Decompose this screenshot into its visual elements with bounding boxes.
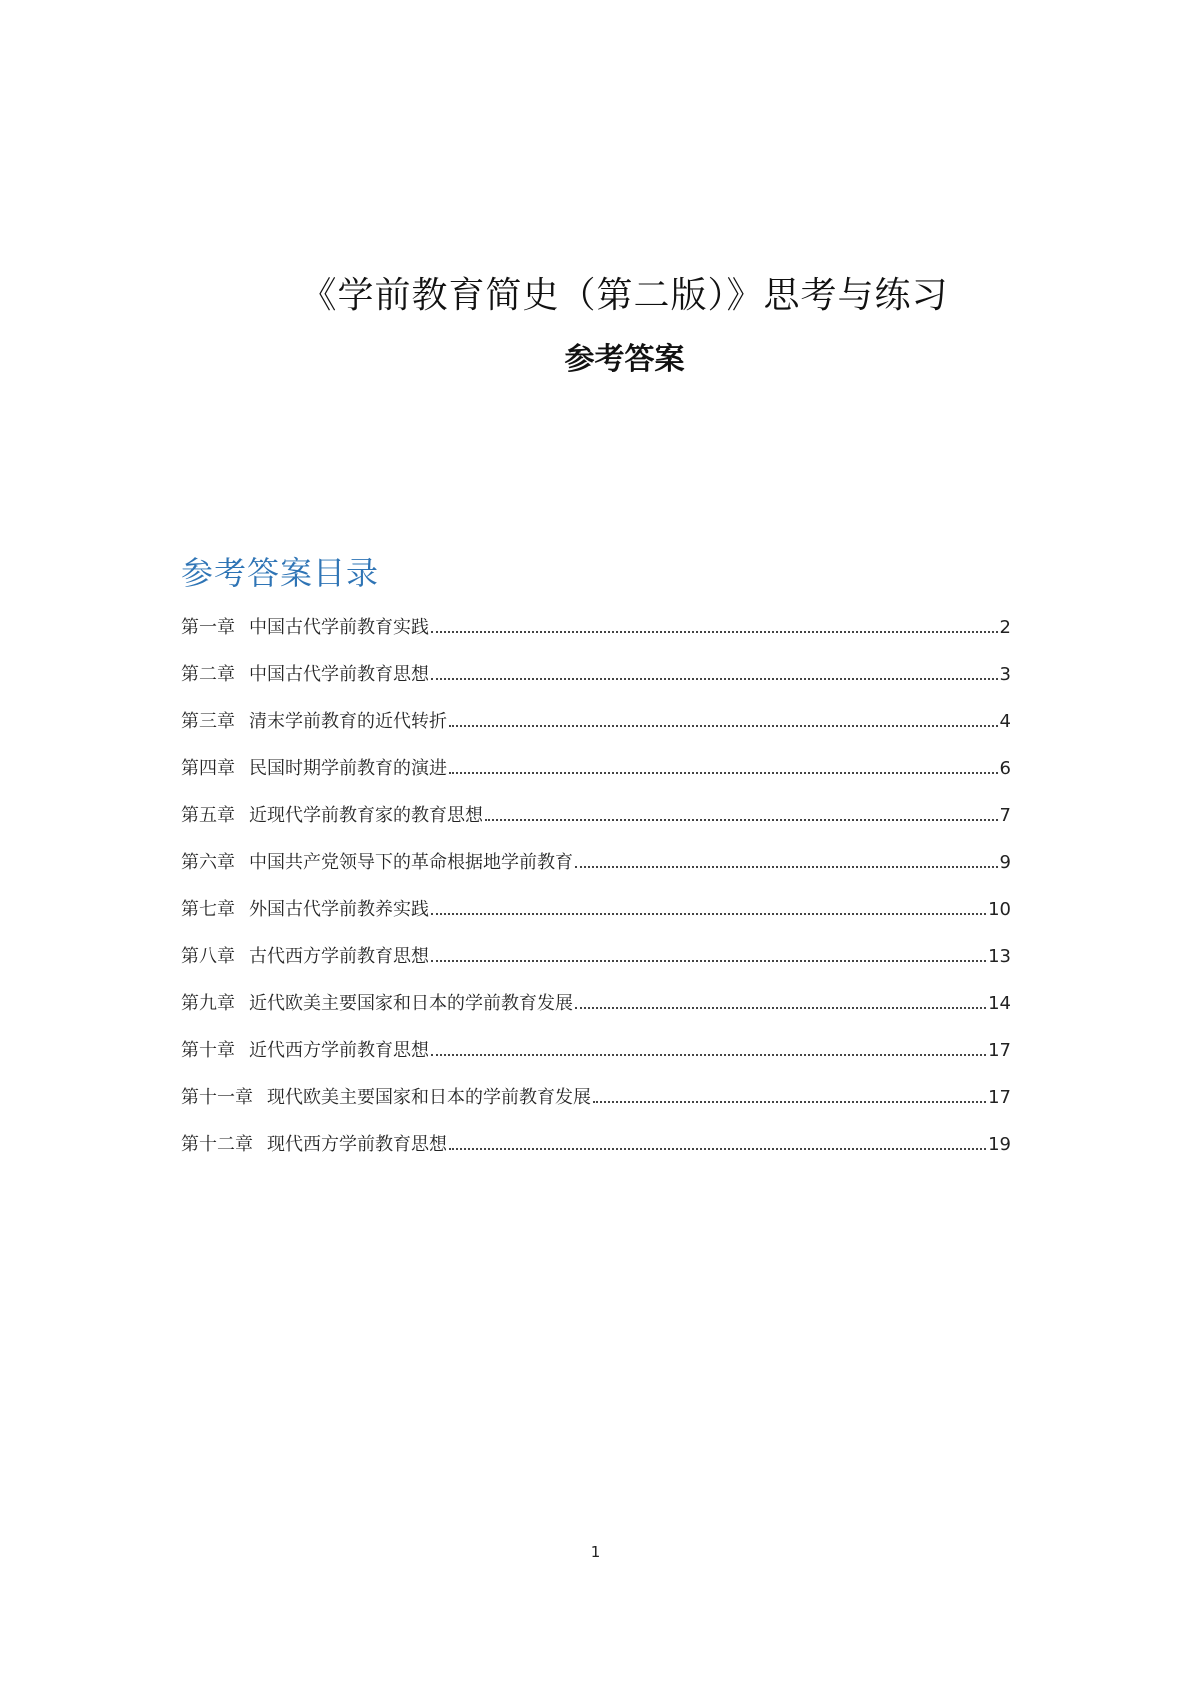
toc-dot-leader	[449, 772, 998, 774]
toc-dot-leader	[593, 1101, 986, 1103]
toc-dot-leader	[485, 819, 998, 821]
toc-page-number: 14	[988, 993, 1011, 1014]
toc-chapter-number: 第七章	[181, 899, 235, 920]
toc-dot-leader	[431, 1054, 986, 1056]
toc-chapter-title: 民国时期学前教育的演进	[249, 758, 447, 779]
toc-page-number: 10	[988, 899, 1011, 920]
toc-chapter-title: 现代西方学前教育思想	[267, 1134, 447, 1155]
toc-chapter-title: 近现代学前教育家的教育思想	[249, 805, 483, 826]
toc-page-number: 6	[999, 758, 1011, 779]
toc-page-number: 2	[999, 617, 1011, 638]
toc-chapter-title: 中国共产党领导下的革命根据地学前教育	[249, 852, 573, 873]
toc-dot-leader	[431, 631, 998, 633]
toc-chapter-title: 近代欧美主要国家和日本的学前教育发展	[249, 993, 573, 1014]
toc-dot-leader	[431, 678, 998, 680]
toc-chapter-number: 第四章	[181, 758, 235, 779]
toc-entry[interactable]	[181, 1084, 1011, 1131]
toc-chapter-number: 第九章	[181, 993, 235, 1014]
toc-chapter-title: 清末学前教育的近代转折	[249, 711, 447, 732]
toc-entry[interactable]	[181, 708, 1011, 755]
toc-chapter-number: 第十二章	[181, 1134, 253, 1155]
toc-dot-leader	[449, 1148, 986, 1150]
toc-chapter-number: 第十章	[181, 1040, 235, 1061]
toc-page-number: 17	[988, 1087, 1011, 1108]
page-number: 1	[590, 1543, 601, 1561]
toc-entry[interactable]	[181, 1131, 1011, 1178]
toc-entry[interactable]	[181, 896, 1011, 943]
toc-chapter-number: 第六章	[181, 852, 235, 873]
toc-chapter-title: 外国古代学前教养实践	[249, 899, 429, 920]
toc-chapter-title: 中国古代学前教育思想	[249, 664, 429, 685]
toc-chapter-title: 中国古代学前教育实践	[249, 617, 429, 638]
toc-chapter-number: 第三章	[181, 711, 235, 732]
toc-entry[interactable]	[181, 661, 1011, 708]
toc-entry[interactable]	[181, 990, 1011, 1037]
toc-entry[interactable]	[181, 943, 1011, 990]
toc-dot-leader	[431, 960, 986, 962]
toc-entry[interactable]	[181, 1037, 1011, 1084]
document-title: 《学前教育简史（第二版）》思考与练习	[300, 275, 949, 316]
toc-entry[interactable]	[181, 614, 1011, 661]
toc-chapter-title: 现代欧美主要国家和日本的学前教育发展	[267, 1087, 591, 1108]
toc-chapter-title: 近代西方学前教育思想	[249, 1040, 429, 1061]
toc-entry[interactable]	[181, 755, 1011, 802]
toc-dot-leader	[449, 725, 998, 727]
toc-chapter-number: 第二章	[181, 664, 235, 685]
toc-page-number: 9	[999, 852, 1011, 873]
toc-page-number: 7	[999, 805, 1011, 826]
toc-page-number: 4	[999, 711, 1011, 732]
toc-entry[interactable]	[181, 849, 1011, 896]
toc-chapter-number: 第八章	[181, 946, 235, 967]
toc-chapter-number: 第一章	[181, 617, 235, 638]
toc-dot-leader	[575, 866, 998, 868]
toc-chapter-title: 古代西方学前教育思想	[249, 946, 429, 967]
document-subtitle: 参考答案	[564, 342, 685, 377]
toc-page-number: 13	[988, 946, 1011, 967]
toc-page-number: 3	[999, 664, 1011, 685]
toc-dot-leader	[575, 1007, 986, 1009]
toc-entry[interactable]	[181, 802, 1011, 849]
toc-chapter-number: 第十一章	[181, 1087, 253, 1108]
toc-page-number: 19	[988, 1134, 1011, 1155]
toc-dot-leader	[431, 913, 986, 915]
toc-chapter-number: 第五章	[181, 805, 235, 826]
toc-page-number: 17	[988, 1040, 1011, 1061]
table-of-contents	[181, 614, 1011, 1178]
toc-heading: 参考答案目录	[181, 554, 380, 592]
